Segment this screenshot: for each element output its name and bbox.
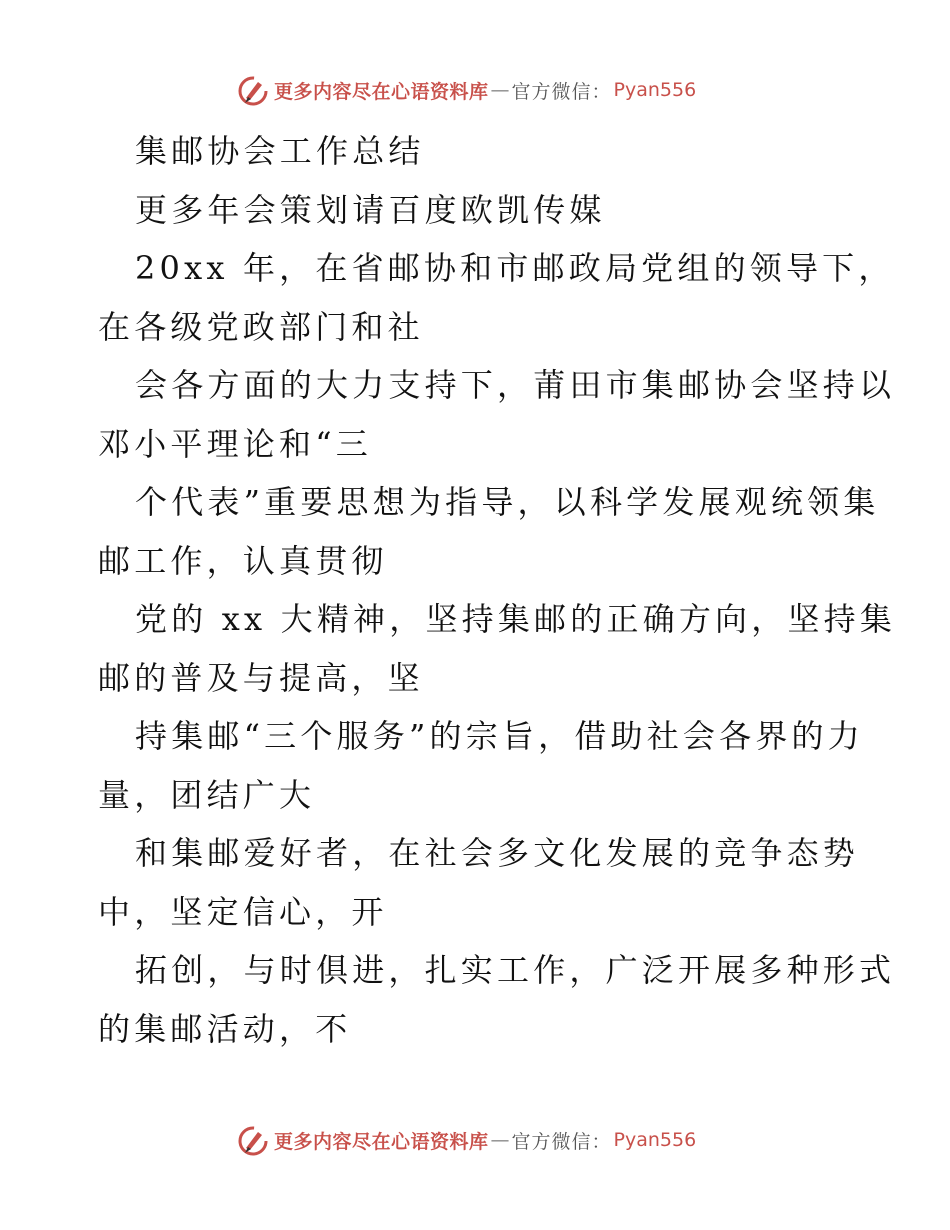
quill-pen-logo-icon	[236, 1123, 270, 1157]
document-line: 党的 xx 大精神，坚持集邮的正确方向，坚持集	[135, 600, 897, 638]
header-banner	[236, 72, 696, 108]
document-line: 持集邮“三个服务”的宗旨，借助社会各界的力	[135, 717, 864, 755]
document-line: 拓创，与时俱进，扎实工作，广泛开展多种形式	[135, 951, 896, 989]
document-line: 和集邮爱好者，在社会多文化发展的竞争态势	[135, 834, 860, 872]
document-line: 邮工作，认真贯彻	[98, 541, 388, 580]
quill-pen-logo-icon	[236, 73, 270, 107]
banner-official-label: 官方微信：	[511, 80, 612, 103]
banner-brand-text: 更多内容尽在心语资料库	[274, 1130, 489, 1153]
banner-official-label: 官方微信：	[511, 1130, 612, 1153]
document-line: 邓小平理论和“三	[98, 424, 372, 463]
document-line: 量，团结广大	[98, 775, 316, 814]
banner-wechat-id: Pyan556	[613, 79, 697, 101]
document-title: 集邮协会工作总结	[135, 132, 425, 170]
document-line: 邮的普及与提高，坚	[98, 658, 424, 697]
document-body	[98, 122, 897, 1058]
document-line: 的集邮活动，不	[98, 1009, 352, 1048]
footer-banner	[236, 1122, 696, 1158]
document-line: 中，坚定信心，开	[98, 892, 388, 931]
banner-dash: —	[490, 79, 510, 101]
document-line: 在各级党政部门和社	[98, 307, 424, 346]
document-line: 个代表”重要思想为指导，以科学发展观统领集	[135, 483, 880, 521]
banner-wechat-id: Pyan556	[613, 1129, 697, 1151]
banner-dash: —	[490, 1129, 510, 1151]
banner-brand-text: 更多内容尽在心语资料库	[274, 80, 489, 103]
document-line: 20xx 年，在省邮协和市邮政局党组的领导下，	[135, 249, 895, 287]
document-line: 会各方面的大力支持下，莆田市集邮协会坚持以	[135, 366, 896, 404]
document-line: 更多年会策划请百度欧凯传媒	[135, 190, 606, 229]
